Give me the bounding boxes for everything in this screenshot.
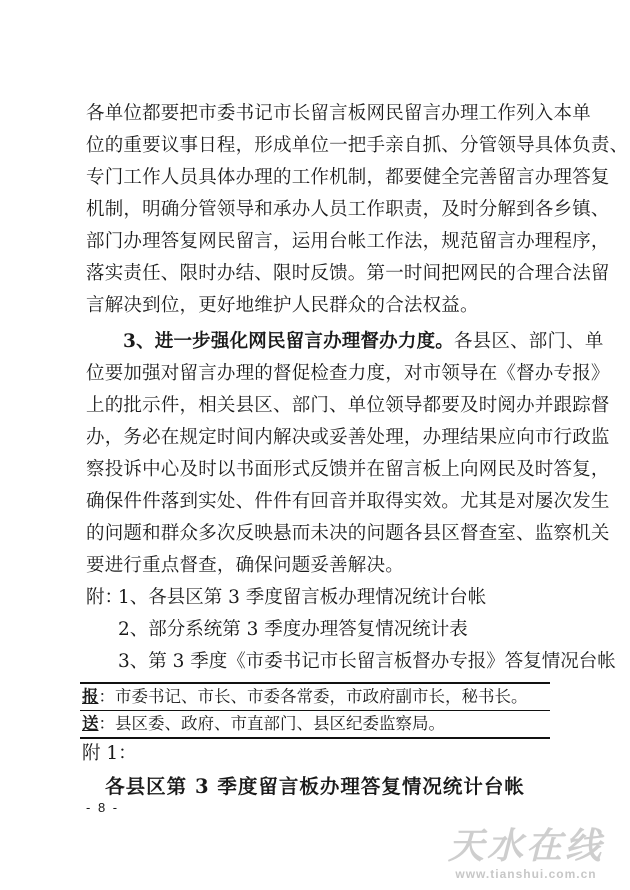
watermark-logo [436,818,616,884]
annex-title: 各县区第 3 季度留言板办理答复情况统计台帐 [105,775,525,798]
section-3-heading: 3、进一步强化网民留言办理督办力度。 [123,331,454,352]
report-to-text: ：市委书记、市长、市委各常委，市政府副市长，秘书长。 [98,687,528,706]
section-3-line-6: 确保件件落到实处、件件有回音并取得实效。尤其是对屡次发生 [86,491,610,512]
section-3-line-7: 的问题和群众多次反映悬而未决的问题各县区督查室、监察机关 [86,523,610,544]
body-line-5: 部门办理答复网民留言，运用台帐工作法，规范留言办理程序， [86,231,610,252]
section-3-line-1: 各县区、部门、单 [453,331,604,352]
distribution-top-rule [80,682,550,684]
send-to-text: ：县区委、政府、市直部门、县区纪委监察局。 [98,714,445,733]
attachment-item-3: 3、第 3 季度《市委书记市长留言板督办专报》答复情况台帐 [118,651,616,672]
body-line-4: 机制，明确分管领导和承办人员工作职责，及时分解到各乡镇、 [86,199,610,220]
section-3-line-4: 办，务必在规定时间内解决或妥善处理，办理结果应向市行政监 [86,427,610,448]
body-line-2: 位的重要议事日程，形成单位一把手亲自抓、分管领导具体负责、 [86,135,629,156]
distribution-middle-rule [80,710,550,711]
attachment-prefix: 附： [86,587,124,608]
page-number: - 8 - [86,800,120,815]
body-line-1: 各单位都要把市委书记市长留言板网民留言办理工作列入本单 [86,103,591,124]
section-3-line-2: 位要加强对留言办理的督促检查力度，对市领导在《督办专报》 [86,363,610,384]
attachment-item-1: 1、各县区第 3 季度留言板办理情况统计台帐 [118,587,487,608]
body-line-6: 落实责任、限时办结、限时反馈。第一时间把网民的合理合法留 [86,263,610,284]
report-to-label: 报 [82,687,99,706]
distribution-bottom-rule [80,737,550,739]
attachment-item-2: 2、部分系统第 3 季度办理答复情况统计表 [118,619,468,640]
section-3-line-5: 察投诉中心及时以书面形式反馈并在留言板上向网民及时答复， [86,459,610,480]
annex-label: 附 1： [82,743,137,764]
watermark-brand-text: 天水在线 [447,826,605,867]
section-3-first-line [123,330,604,354]
body-line-3: 专门工作人员具体办理的工作机制，都要健全完善留言办理答复 [86,167,610,188]
distribution-send-line [82,713,445,735]
watermark-url-text: www.tianshui.com.cn [455,867,597,881]
distribution-report-line [82,686,528,708]
section-3-line-3: 上的批示件，相关县区、部门、单位领导都要及时阅办并跟踪督 [86,395,610,416]
send-to-label: 送 [82,714,99,733]
site-watermark [436,818,616,884]
body-line-7: 言解决到位，更好地维护人民群众的合法权益。 [86,295,479,316]
section-3-line-8: 要进行重点督查，确保问题妥善解决。 [86,555,404,576]
